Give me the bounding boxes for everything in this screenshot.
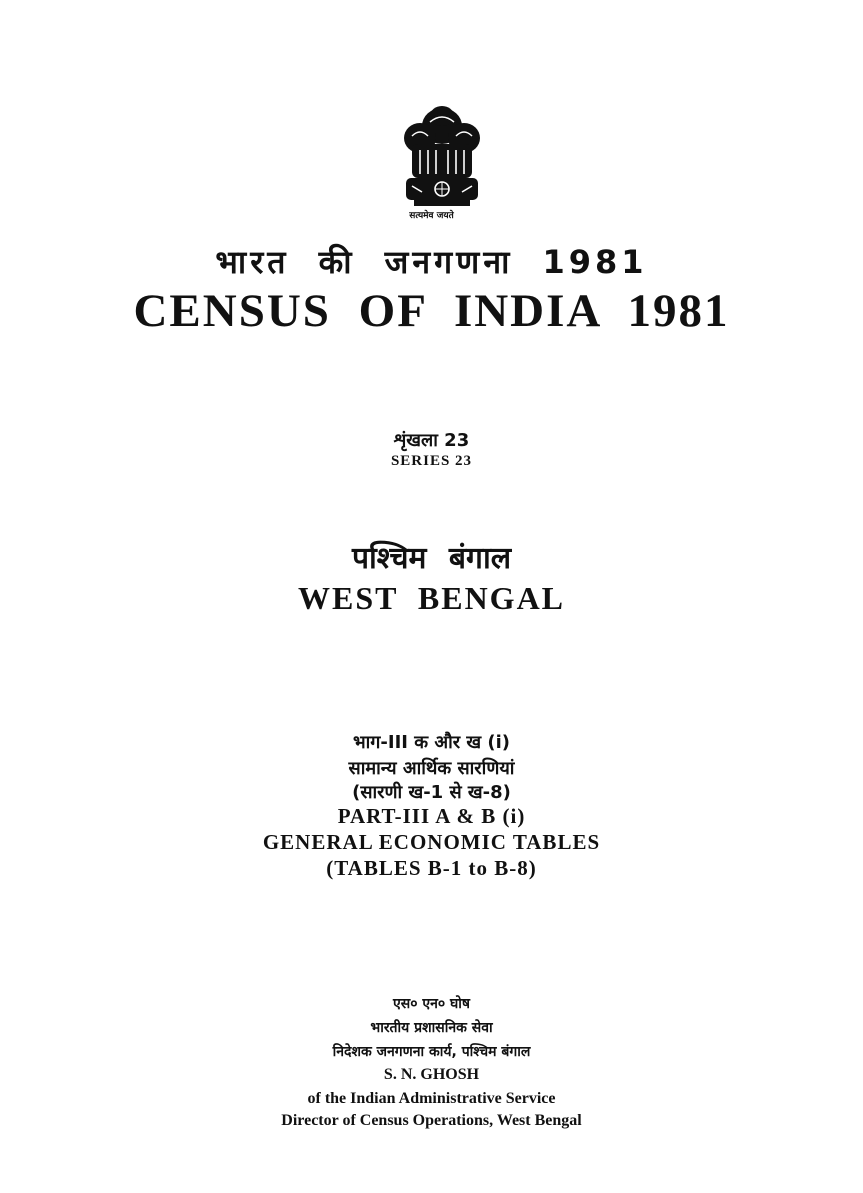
title-hindi: भारत की जनगणना 1981 bbox=[215, 243, 648, 281]
state-emblem-of-india-icon bbox=[390, 104, 494, 224]
state-hindi: पश्चिम बंगाल bbox=[351, 541, 512, 576]
author-designation-english: Director of Census Operations, West Bengal bbox=[281, 1112, 582, 1129]
series-english: SERIES 23 bbox=[390, 453, 473, 469]
author-service-hindi: भारतीय प्रशासनिक सेवा bbox=[370, 1020, 493, 1036]
state-english: WEST BENGAL bbox=[297, 580, 566, 616]
part-hindi-line2: सामान्य आर्थिक सारणियां bbox=[348, 758, 515, 779]
part-english-line1: PART-III A & B (i) bbox=[337, 804, 526, 828]
author-name-hindi: एस० एन० घोष bbox=[392, 996, 471, 1012]
emblem-motto: सत्यमेव जयते bbox=[409, 211, 454, 221]
author-service-english: of the Indian Administrative Service bbox=[307, 1090, 556, 1107]
series-hindi: शृंखला 23 bbox=[393, 430, 470, 451]
part-english-line2: GENERAL ECONOMIC TABLES bbox=[262, 830, 601, 854]
part-english-line3: (TABLES B-1 to B-8) bbox=[326, 856, 537, 880]
author-name-english: S. N. GHOSH bbox=[383, 1066, 480, 1083]
author-designation-hindi: निदेशक जनगणना कार्य, पश्चिम बंगाल bbox=[332, 1044, 531, 1060]
part-hindi-line1: भाग-III क और ख (i) bbox=[352, 732, 511, 753]
part-hindi-line3: (सारणी ख-1 से ख-8) bbox=[352, 782, 511, 803]
title-english: CENSUS OF INDIA 1981 bbox=[133, 285, 730, 337]
